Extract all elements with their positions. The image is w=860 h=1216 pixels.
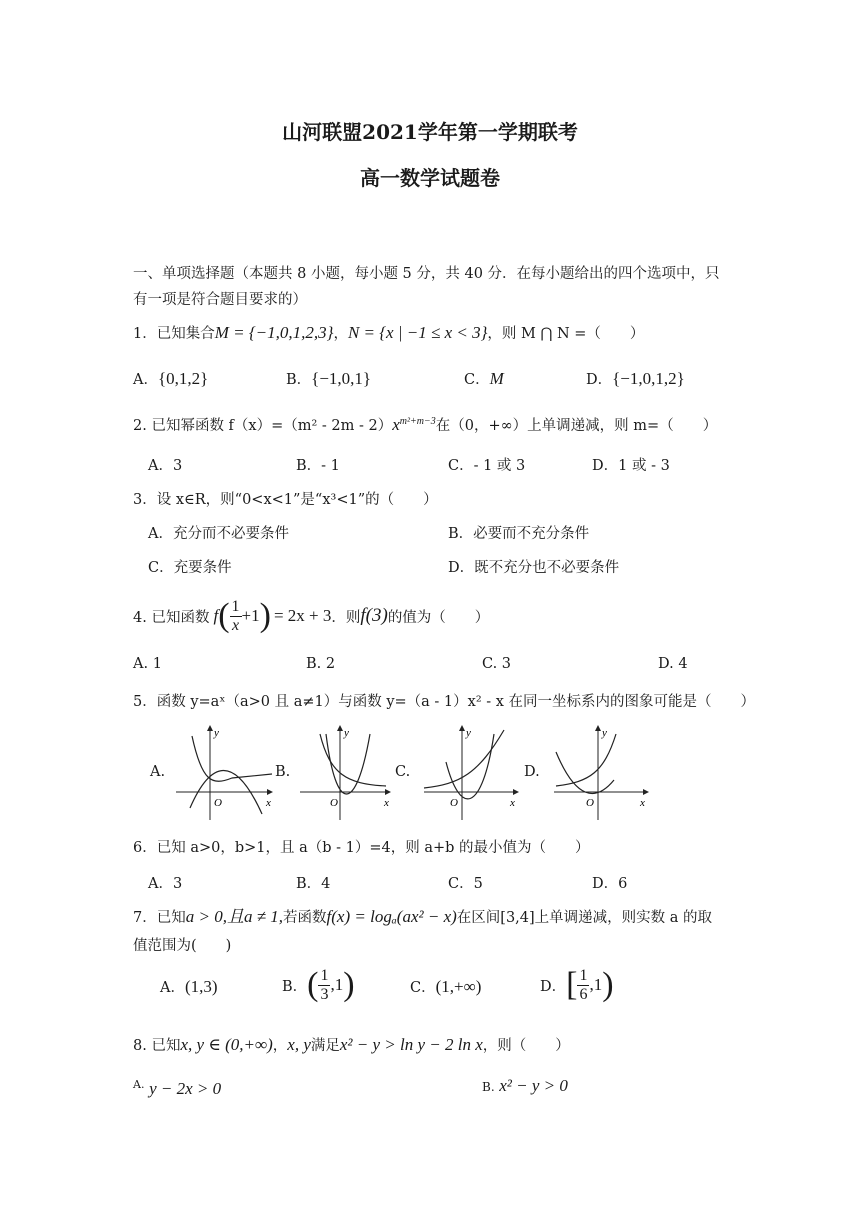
q7-stem-b: 若函数: [283, 910, 327, 926]
q4-suffix: 的值为（ ）: [387, 609, 490, 626]
question-2: [133, 414, 717, 435]
q8-a-value: y − 2x > 0: [149, 1078, 222, 1098]
q7-d-label: D．: [540, 978, 567, 995]
q2-exponent: m²+m−3: [399, 416, 436, 428]
q1-d-label: D．: [586, 372, 613, 388]
q7-d-lbracket: [: [566, 966, 578, 1003]
q5-graph-b[interactable]: [296, 722, 396, 822]
q5-option-c-label[interactable]: C.: [395, 764, 411, 780]
x-label: x: [510, 797, 515, 809]
q7-stem-c: 在区间[3,4]上单调递减，则实数 a 的取: [456, 910, 713, 926]
exp-curve: [424, 730, 504, 788]
question-3: 3．设 x∈R，则“0<x<1”是“x³<1”的（ ）: [133, 492, 438, 508]
q7-d-fraction: [577, 967, 589, 1003]
q7-a-value: (1,3): [184, 977, 218, 996]
q1-option-c[interactable]: [464, 368, 504, 389]
question-7-cont: 值范围为( ): [133, 938, 232, 954]
q6-option-b[interactable]: B．4: [296, 876, 331, 892]
parabola-curve: [446, 734, 494, 799]
q8-sep: ，: [272, 1038, 288, 1054]
q1-option-b[interactable]: [286, 368, 371, 389]
question-8: [133, 1034, 570, 1055]
y-label: y: [466, 727, 471, 739]
q4-frac-num: 1: [231, 597, 240, 615]
q1-option-a[interactable]: [133, 368, 208, 389]
y-label: y: [602, 727, 607, 739]
q4-prefix: 4. 已知函数: [133, 609, 210, 626]
q7-b-tail: ,1: [330, 975, 344, 994]
q2-option-a[interactable]: A．3: [148, 458, 183, 474]
q7-c-value: (1,+∞): [435, 977, 482, 996]
origin-label: O: [330, 797, 338, 809]
q1-c-value: M: [489, 369, 504, 388]
q4-f3: f(3): [360, 605, 388, 626]
q1-a-value: {0,1,2}: [157, 369, 209, 388]
q6-option-a[interactable]: A．3: [148, 876, 183, 892]
q1-d-value: {−1,0,1,2}: [612, 369, 685, 388]
q8-a-label: A.: [133, 1078, 145, 1091]
q7-b-label: B．: [282, 978, 308, 995]
q3-option-b[interactable]: B．必要而不充分条件: [448, 526, 590, 542]
q3-option-d[interactable]: D．既不充分也不必要条件: [448, 560, 620, 576]
q1-prefix: 1．已知集合: [133, 326, 215, 342]
origin-label: O: [586, 797, 594, 809]
q8-b-label: B.: [482, 1080, 495, 1094]
q8-option-b[interactable]: [482, 1076, 568, 1096]
q7-option-a[interactable]: [160, 976, 218, 997]
q7-b-fraction: [318, 967, 330, 1003]
question-6: 6．已知 a>0，b>1，且 a（b - 1）=4，则 a+b 的最小值为（ ）: [133, 840, 590, 856]
q2-stem-b: 在（0，+∞）上单调递减，则 m=（ ）: [435, 418, 718, 434]
q5-option-d-label[interactable]: D.: [524, 764, 540, 780]
q2-option-c[interactable]: C．- 1 或 3: [448, 458, 526, 474]
q7-option-d[interactable]: [540, 962, 614, 1008]
q2-base: x: [392, 415, 400, 434]
origin-label: O: [214, 797, 222, 809]
section-heading: 一、单项选择题（本题共 8 小题，每小题 5 分，共 40 分．在每小题给出的四个选项中，只: [133, 266, 720, 282]
q7-option-c[interactable]: [410, 976, 481, 997]
x-label: x: [640, 797, 645, 809]
q4-rparen: ): [259, 597, 271, 634]
q7-d-den: 6: [579, 985, 588, 1003]
q4-frac-den: x: [231, 616, 240, 634]
q7-b-lparen: (: [307, 966, 319, 1003]
q3-option-a[interactable]: A．充分而不必要条件: [148, 526, 289, 542]
q8-domain: x, y ∈ (0,+∞): [180, 1035, 273, 1054]
q4-fraction: [230, 598, 242, 634]
q6-option-d[interactable]: D．6: [592, 876, 628, 892]
question-7: [133, 902, 712, 927]
q7-stem-a: 7．已知: [133, 910, 186, 926]
q7-option-b[interactable]: [282, 962, 355, 1008]
question-1: [133, 322, 644, 343]
exp-curve: [192, 736, 272, 781]
q8-b-value: x² − y > 0: [499, 1076, 568, 1095]
q8-inequality: x² − y > ln y − 2 ln x: [339, 1035, 483, 1054]
q1-b-label: B．: [286, 372, 312, 388]
q3-option-c[interactable]: C．充要条件: [148, 560, 232, 576]
q4-rhs: = 2x + 3: [273, 606, 332, 625]
q4-option-b[interactable]: B. 2: [306, 656, 336, 672]
q5-graph-c[interactable]: [420, 722, 524, 822]
q8-option-a[interactable]: [133, 1078, 221, 1099]
q8-mid: 满足: [310, 1038, 340, 1054]
q7-b-den: 3: [320, 985, 329, 1003]
q1-sep: ，: [333, 326, 348, 342]
q4-lparen: (: [218, 597, 230, 634]
origin-label: O: [450, 797, 458, 809]
x-label: x: [384, 797, 389, 809]
q5-graph-a[interactable]: [172, 722, 278, 822]
q7-condition: a > 0,且a ≠ 1,: [185, 907, 284, 926]
q7-b-num: 1: [320, 966, 329, 984]
q5-option-a-label[interactable]: A.: [150, 764, 166, 780]
q7-function: f(x) = logₐ(ax² − x): [326, 907, 457, 926]
q6-option-c[interactable]: C．5: [448, 876, 483, 892]
q4-f: f: [213, 606, 219, 625]
q4-mid: ．则: [331, 609, 361, 626]
q7-d-tail: ,1: [589, 975, 603, 994]
q1-set-m: M = {−1,0,1,2,3}: [214, 323, 334, 342]
q7-b-rparen: ): [343, 966, 355, 1003]
q1-c-label: C．: [464, 372, 490, 388]
q4-option-c[interactable]: C. 3: [482, 656, 512, 672]
q5-option-b-label[interactable]: B.: [275, 764, 291, 780]
q2-option-b[interactable]: B．- 1: [296, 458, 340, 474]
q1-suffix: ，则 M ⋂ N =（ ）: [487, 326, 645, 342]
exam-title: 山河联盟2021学年第一学期联考: [282, 120, 578, 144]
q4-option-a[interactable]: A. 1: [133, 656, 162, 672]
y-label: y: [214, 727, 219, 739]
x-label: x: [266, 797, 271, 809]
q2-option-d[interactable]: D．1 或 - 3: [592, 458, 670, 474]
q7-c-label: C．: [410, 980, 436, 996]
section-heading-cont: 有一项是符合题目要求的）: [133, 292, 307, 308]
q1-option-d[interactable]: [586, 368, 685, 389]
exam-subtitle: 高一数学试题卷: [360, 166, 500, 190]
q8-vars: x, y: [287, 1035, 311, 1054]
q1-a-label: A．: [133, 372, 158, 388]
q7-d-num: 1: [579, 966, 588, 984]
q1-set-n: N = {x | −1 ≤ x < 3}: [347, 323, 488, 342]
q7-d-rparen: ): [602, 966, 614, 1003]
q4-plus-one: +1: [241, 606, 260, 625]
question-4: [133, 590, 489, 642]
q7-a-label: A．: [160, 980, 185, 996]
exp-curve: [556, 734, 616, 786]
q1-b-value: {−1,0,1}: [311, 369, 372, 388]
q8-prefix: 8. 已知: [133, 1038, 181, 1054]
q2-stem-a: 2. 已知幂函数 f（x）=（m² - 2m - 2）: [133, 418, 393, 434]
q4-option-d[interactable]: D. 4: [658, 656, 688, 672]
q8-suffix: ，则（ ）: [482, 1038, 570, 1054]
question-5: 5．函数 y=aˣ（a>0 且 a≠1）与函数 y=（a - 1）x² - x 在同一坐标系内的图象可能是（ ）: [133, 694, 756, 710]
y-label: y: [344, 727, 349, 739]
q5-graph-d[interactable]: [550, 722, 654, 822]
